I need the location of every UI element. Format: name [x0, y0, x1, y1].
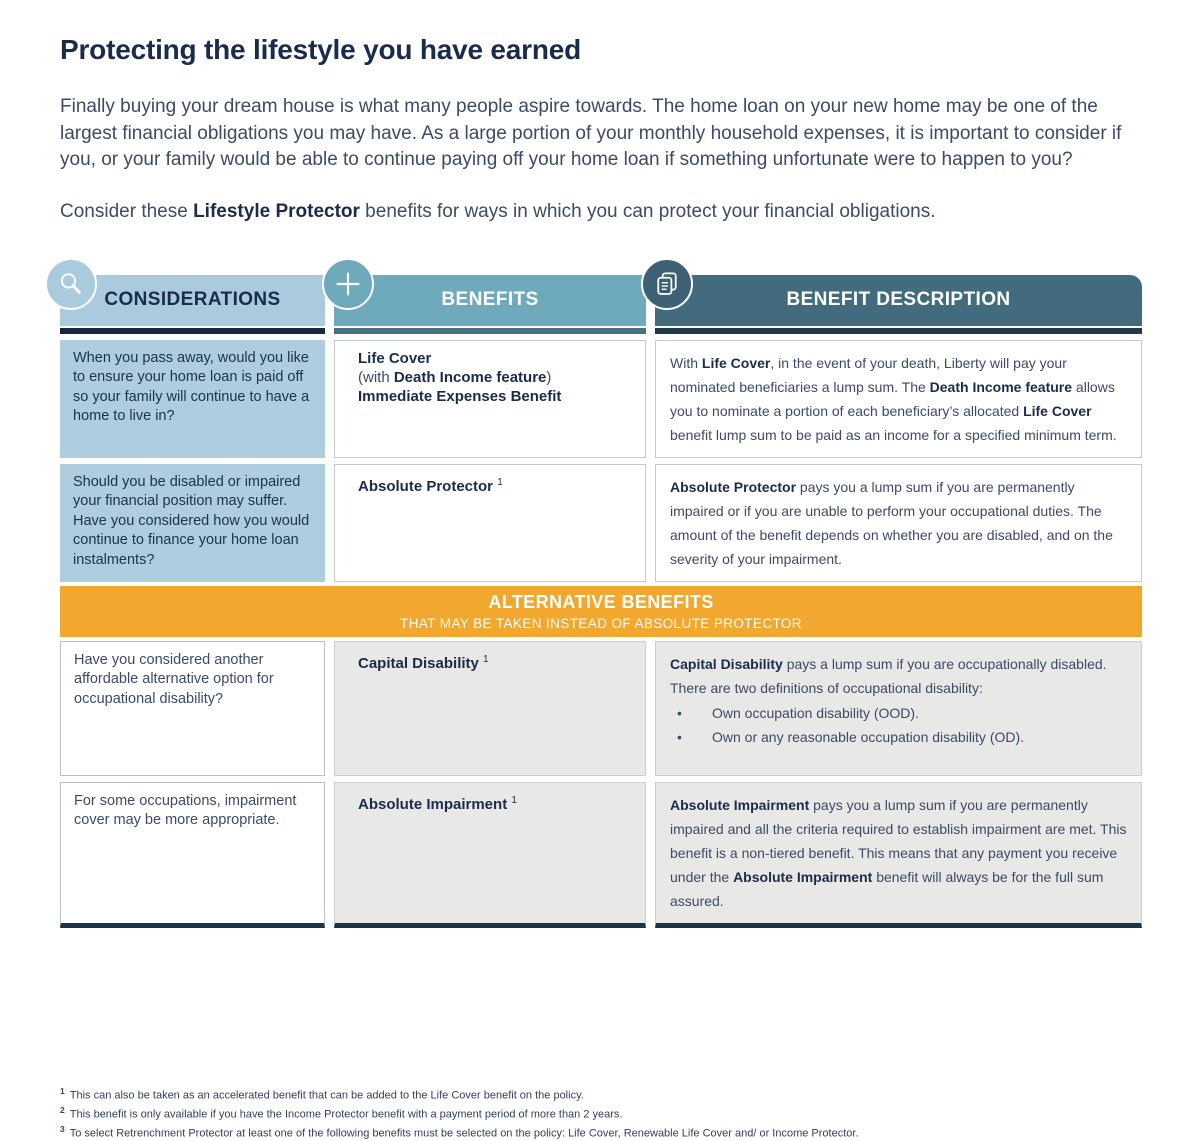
consideration-cell: Have you considered another affordable alternative option for occupational disability?: [60, 641, 325, 776]
intro-paragraph: Finally buying your dream house is what many people aspire towards. The home loan on your new home may be one of the largest financial obligations you may have. As a large portion of your monthly household expenses, it is important to consider if you, or your family would be able to continue paying off your home loan if something unfortunate were to happen to you?: [60, 96, 1122, 170]
benefit-description-text: Capital Disability pays a lump sum if you are occupationally disabled. There are two definitions of occupational disability:: [670, 655, 1107, 696]
footnote-2: $^2$ This benefit is only available if you have the Income Protector benefit with a payment period of more than 2 years.: [60, 1105, 623, 1121]
table-header-row: [60, 275, 1142, 326]
column-header-benefits: [334, 275, 646, 326]
benefit-description-cell: Absolute Impairment pays you a lump sum if you are permanently impaired and all the criteria required to establish impairment are met. This benefit is a non-tiered benefit. This means that any payment you receive under the Absolute Impairment benefit will always be for the full sum assured.: [655, 782, 1142, 928]
table-row-capital-disability: [60, 641, 1142, 776]
column-header-benefit-description: [655, 275, 1142, 326]
benefit-description-cell: [655, 641, 1142, 776]
column-header-considerations: [60, 275, 325, 326]
benefit-cell: Capital Disability $^1$: [334, 641, 646, 776]
footnote-1: $^1$ This can also be taken as an accelerated benefit that can be added to the Life Cover benefit on the policy.: [60, 1086, 584, 1102]
table-row-life-cover: [60, 340, 1142, 458]
footnotes: [60, 1084, 1140, 1141]
accent-bar: [60, 328, 325, 334]
benefit-cell: Absolute Impairment $^1$: [334, 782, 646, 928]
alternative-benefits-banner: [60, 586, 1142, 637]
list-item-text: Own occupation disability (OOD).: [712, 704, 919, 721]
bullet-dot: •: [677, 728, 682, 745]
benefit-cell: Absolute Protector $^1$: [334, 464, 646, 582]
benefit-description-cell: Absolute Protector pays you a lump sum if you are permanently impaired or if you are unable to perform your occupational duties. The amount of the benefit depends on whether you are disabled, and on the severity of your impairment.: [655, 464, 1142, 582]
consideration-cell: Should you be disabled or impaired your financial position may suffer. Have you considered how you would continue to finance your home loan instalments?: [60, 464, 325, 582]
bullet-dot: •: [677, 704, 682, 721]
list-item-text: Own or any reasonable occupation disability (OD).: [712, 728, 1025, 745]
plus-icon: [322, 258, 374, 310]
list-item: [670, 725, 1127, 749]
column-header-label: BENEFIT DESCRIPTION: [786, 289, 1011, 310]
benefit-description-cell: With Life Cover, in the event of your death, Liberty will pay your nominated beneficiaries a lump sum. The Death Income feature allows you to nominate a portion of each beneficiary’s allocated Life Cover benefit lump sum to be paid as an income for a specified minimum term.: [655, 340, 1142, 458]
table-row-absolute-impairment: [60, 782, 1142, 928]
magnifier-icon: [45, 258, 97, 310]
column-header-label: CONSIDERATIONS: [104, 289, 281, 310]
banner-title: ALTERNATIVE BENEFITS: [488, 591, 714, 612]
benefits-table: [60, 275, 1142, 928]
header-accent-bars: [60, 328, 1142, 334]
accent-bar: [655, 328, 1142, 334]
consideration-cell: When you pass away, would you like to ensure your home loan is paid off so your family will continue to have a home to live in?: [60, 340, 325, 458]
banner-subtitle: THAT MAY BE TAKEN INSTEAD OF ABSOLUTE PROTECTOR: [400, 615, 802, 631]
page-title: Protecting the lifestyle you have earned: [60, 34, 582, 65]
footnote-3: $^3$ To select Retrenchment Protector at least one of the following benefits must be selected on the policy: Life Cover, Renewable Life Cover and/ or Income Protector.: [60, 1124, 859, 1140]
table-row-absolute-protector: [60, 464, 1142, 582]
list-item: [670, 701, 1127, 725]
consideration-cell: For some occupations, impairment cover may be more appropriate.: [60, 782, 325, 928]
consider-line: Consider these Lifestyle Protector benefits for ways in which you can protect your financial obligations.: [60, 200, 936, 222]
documents-icon: [641, 258, 693, 310]
benefit-cell: Life Cover (with Death Income feature) Immediate Expenses Benefit: [334, 340, 646, 458]
accent-bar: [334, 328, 646, 334]
column-header-label: BENEFITS: [441, 289, 539, 310]
disability-definitions-list: [670, 701, 1127, 749]
